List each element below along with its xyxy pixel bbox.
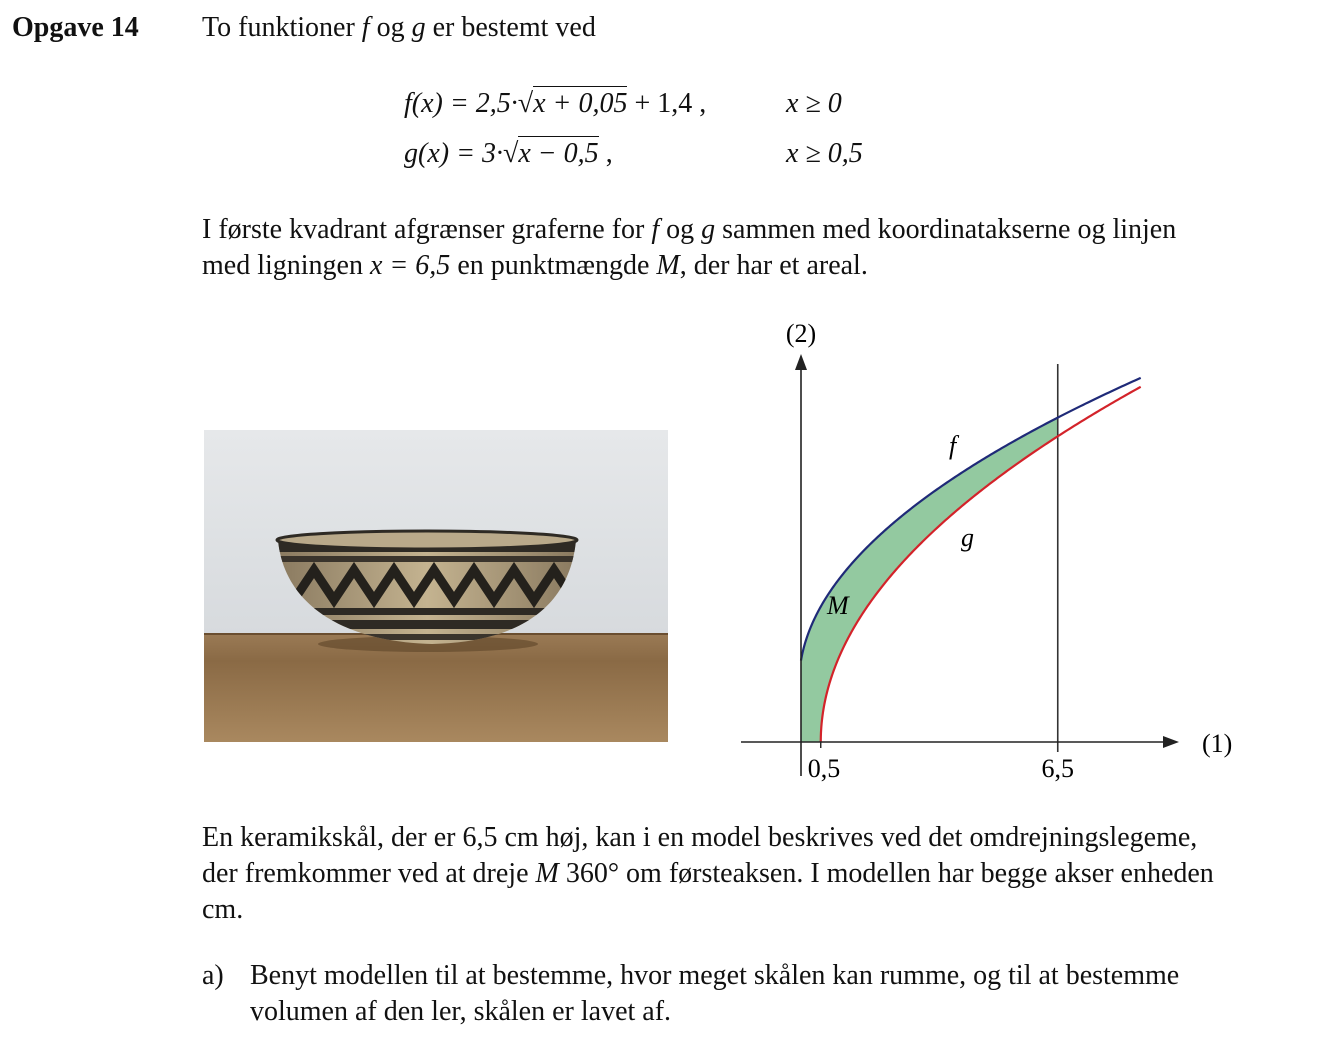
intro-pre: To funktioner bbox=[202, 12, 362, 43]
task-label: Opgave 14 bbox=[12, 12, 139, 43]
region-l2-M: M bbox=[656, 250, 680, 281]
formula-f-rest: + 1,4 , bbox=[627, 88, 707, 119]
sqrt-icon: √ bbox=[502, 138, 519, 169]
formula-f-lhs: f(x) = 2,5· bbox=[404, 88, 518, 119]
region-l2-mid: en punktmængde bbox=[450, 250, 657, 281]
closing-line-2 bbox=[202, 856, 1214, 892]
ceramic-bowl-photo bbox=[204, 430, 668, 742]
intro-f: f bbox=[361, 12, 370, 43]
region-l1-g: g bbox=[701, 214, 716, 245]
formula-g bbox=[404, 136, 613, 172]
x-axis-arrow-icon bbox=[1163, 736, 1179, 748]
function-graph bbox=[735, 318, 1255, 788]
y-axis-arrow-icon bbox=[795, 354, 807, 370]
closing-l2-post: 360° om førsteaksen. I modellen har begge akser enheden bbox=[558, 858, 1214, 889]
curve-label-g: g bbox=[961, 523, 974, 552]
region-l1-mid: og bbox=[659, 214, 702, 245]
closing-l2-M: M bbox=[535, 858, 559, 889]
intro-mid: og bbox=[369, 12, 412, 43]
formula-g-domain: x ≥ 0,5 bbox=[786, 138, 863, 169]
region-l1-post: sammen med koordinatakserne og linjen bbox=[715, 214, 1177, 245]
closing-l2-pre: der fremkommer ved at dreje bbox=[202, 858, 536, 889]
formula-g-radicand: x − 0,5 bbox=[518, 138, 599, 169]
closing-line-1: En keramikskål, der er 6,5 cm høj, kan i en model beskrives ved det omdrejningslegeme, bbox=[202, 822, 1198, 853]
sqrt-icon: √ bbox=[517, 88, 534, 119]
formula-f bbox=[404, 86, 706, 122]
closing-line-3: cm. bbox=[202, 894, 244, 925]
question-a-line-2: volumen af den ler, skålen er lavet af. bbox=[250, 996, 672, 1027]
x-axis-label: (1) bbox=[1202, 729, 1233, 758]
tick-label-0-5: 0,5 bbox=[807, 754, 841, 783]
tick-label-6-5: 6,5 bbox=[1041, 754, 1074, 783]
intro-post: er bestemt ved bbox=[425, 12, 596, 43]
region-l1-f: f bbox=[651, 214, 660, 245]
question-a-label: a) bbox=[202, 960, 224, 991]
region-l2-eq: x = 6,5 bbox=[369, 250, 451, 281]
y-axis-label: (2) bbox=[785, 319, 817, 348]
formula-g-rest: , bbox=[598, 138, 613, 169]
region-l2-post: , der har et areal. bbox=[679, 250, 868, 281]
question-a-line-1: Benyt modellen til at bestemme, hvor meget skålen kan rumme, og til at bestemme bbox=[250, 960, 1180, 991]
region-l1-pre: I første kvadrant afgrænser graferne for bbox=[202, 214, 652, 245]
formula-g-lhs: g(x) = 3· bbox=[404, 138, 503, 169]
region-l2-pre: med ligningen bbox=[202, 250, 370, 281]
curve-label-f: f bbox=[949, 431, 957, 460]
intro-g: g bbox=[411, 12, 426, 43]
region-line-2 bbox=[202, 248, 868, 284]
region-label-M: M bbox=[827, 591, 849, 620]
intro-line bbox=[202, 10, 596, 46]
region-line-1 bbox=[202, 212, 1176, 248]
formula-f-domain: x ≥ 0 bbox=[786, 88, 842, 119]
formula-f-radicand: x + 0,05 bbox=[533, 88, 628, 119]
